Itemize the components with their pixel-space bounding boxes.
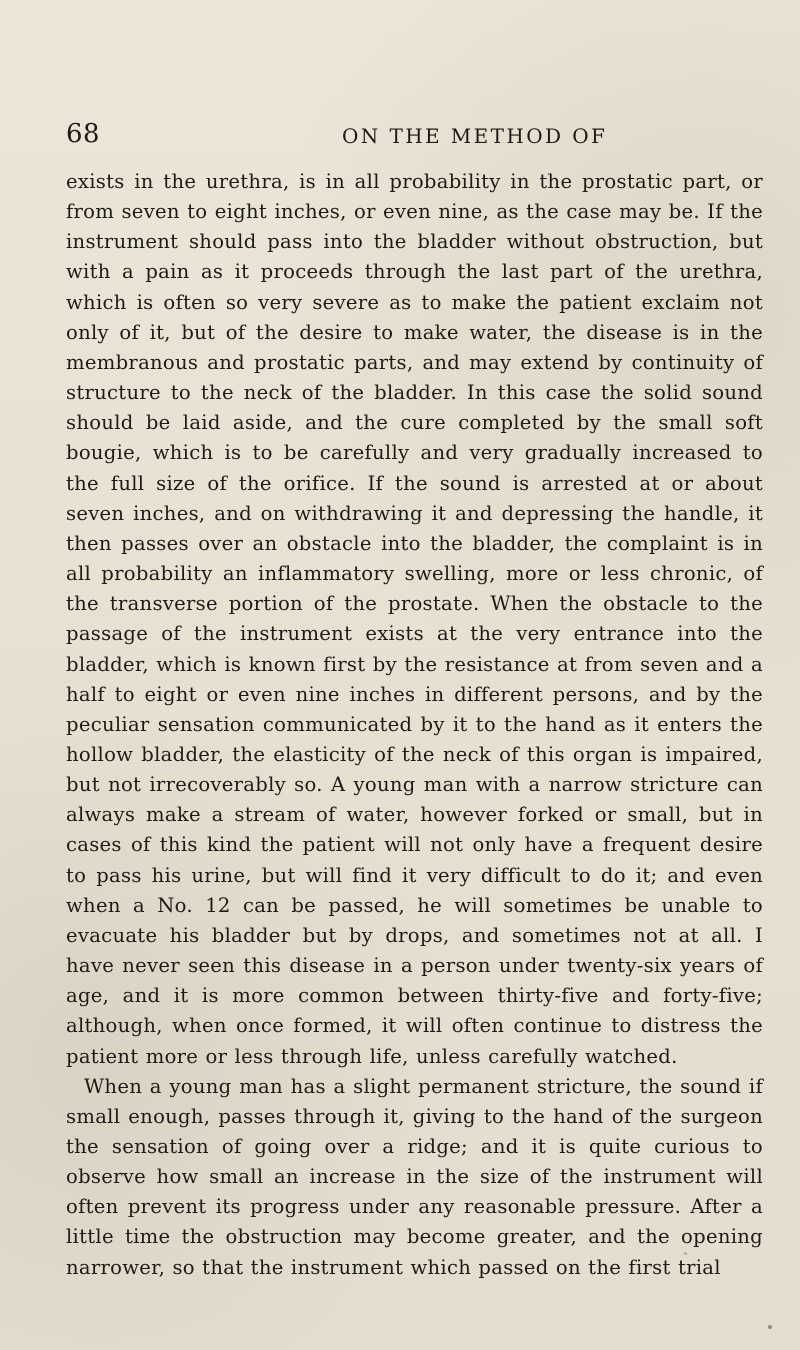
paper-speck bbox=[684, 1252, 687, 1255]
running-head: ON THE METHOD OF bbox=[342, 124, 608, 148]
page-number: 68 bbox=[66, 119, 101, 149]
paragraph-1: exists in the urethra, is in all probability in the prostatic part, or from seven to eight inches, or even nine, as the case may be. If the instrument should pass into the bladder without obstruction, but with a pain as it proceeds through the last part of the urethra, which is often so very severe as to make the patient exclaim not only of it, but of the desire to make water, the disease is in the membranous and prostatic parts, and may extend by continuity of structure to the neck of the bladder. In this case the solid sound should be laid aside, and the cure completed by the small soft bougie, which is to be carefully and very gradually increased to the full size of the orifice. If the sound is arrested at or about seven inches, and on withdrawing it and depressing the handle, it then passes over an obstacle into the bladder, the complaint is in all probability an inflammatory swelling, more or less chronic, of the transverse portion of the prostate. When the obstacle to the passage of the instrument exists at the very entrance into the bladder, which is known first by the resistance at from seven and a half to eight or even nine inches in different persons, and by the peculiar sensation communicated by it to the hand as it enters the hollow bladder, the elasticity of the neck of this organ is impaired, but not irrecoverably so. A young man with a narrow stricture can always make a stream of water, however forked or small, but in cases of this kind the patient will not only have a frequent desire to pass his urine, but will find it very difficult to do it; and even when a No. 12 can be passed, he will sometimes be unable to evacuate his bladder but by drops, and sometimes not at all. I have never seen this disease in a person under twenty-six years of age, and it is more common between thirty-five and forty-five; although, when once formed, it will often continue to distress the patient more or less through life, unless carefully watched. bbox=[66, 170, 763, 1068]
page-header bbox=[66, 120, 746, 154]
body-text bbox=[66, 167, 763, 1283]
paper-speck bbox=[768, 1325, 772, 1329]
paragraph-2: When a young man has a slight permanent stricture, the sound if small enough, passes through it, giving to the hand of the surgeon the sensation of going over a ridge; and it is quite curious to observe how small an increase in the size of the instrument will often prevent its progress under any reasonable pressure. After a little time the obstruction may become greater, and the opening narrower, so that the instrument which passed on the first trial bbox=[66, 1074, 763, 1279]
